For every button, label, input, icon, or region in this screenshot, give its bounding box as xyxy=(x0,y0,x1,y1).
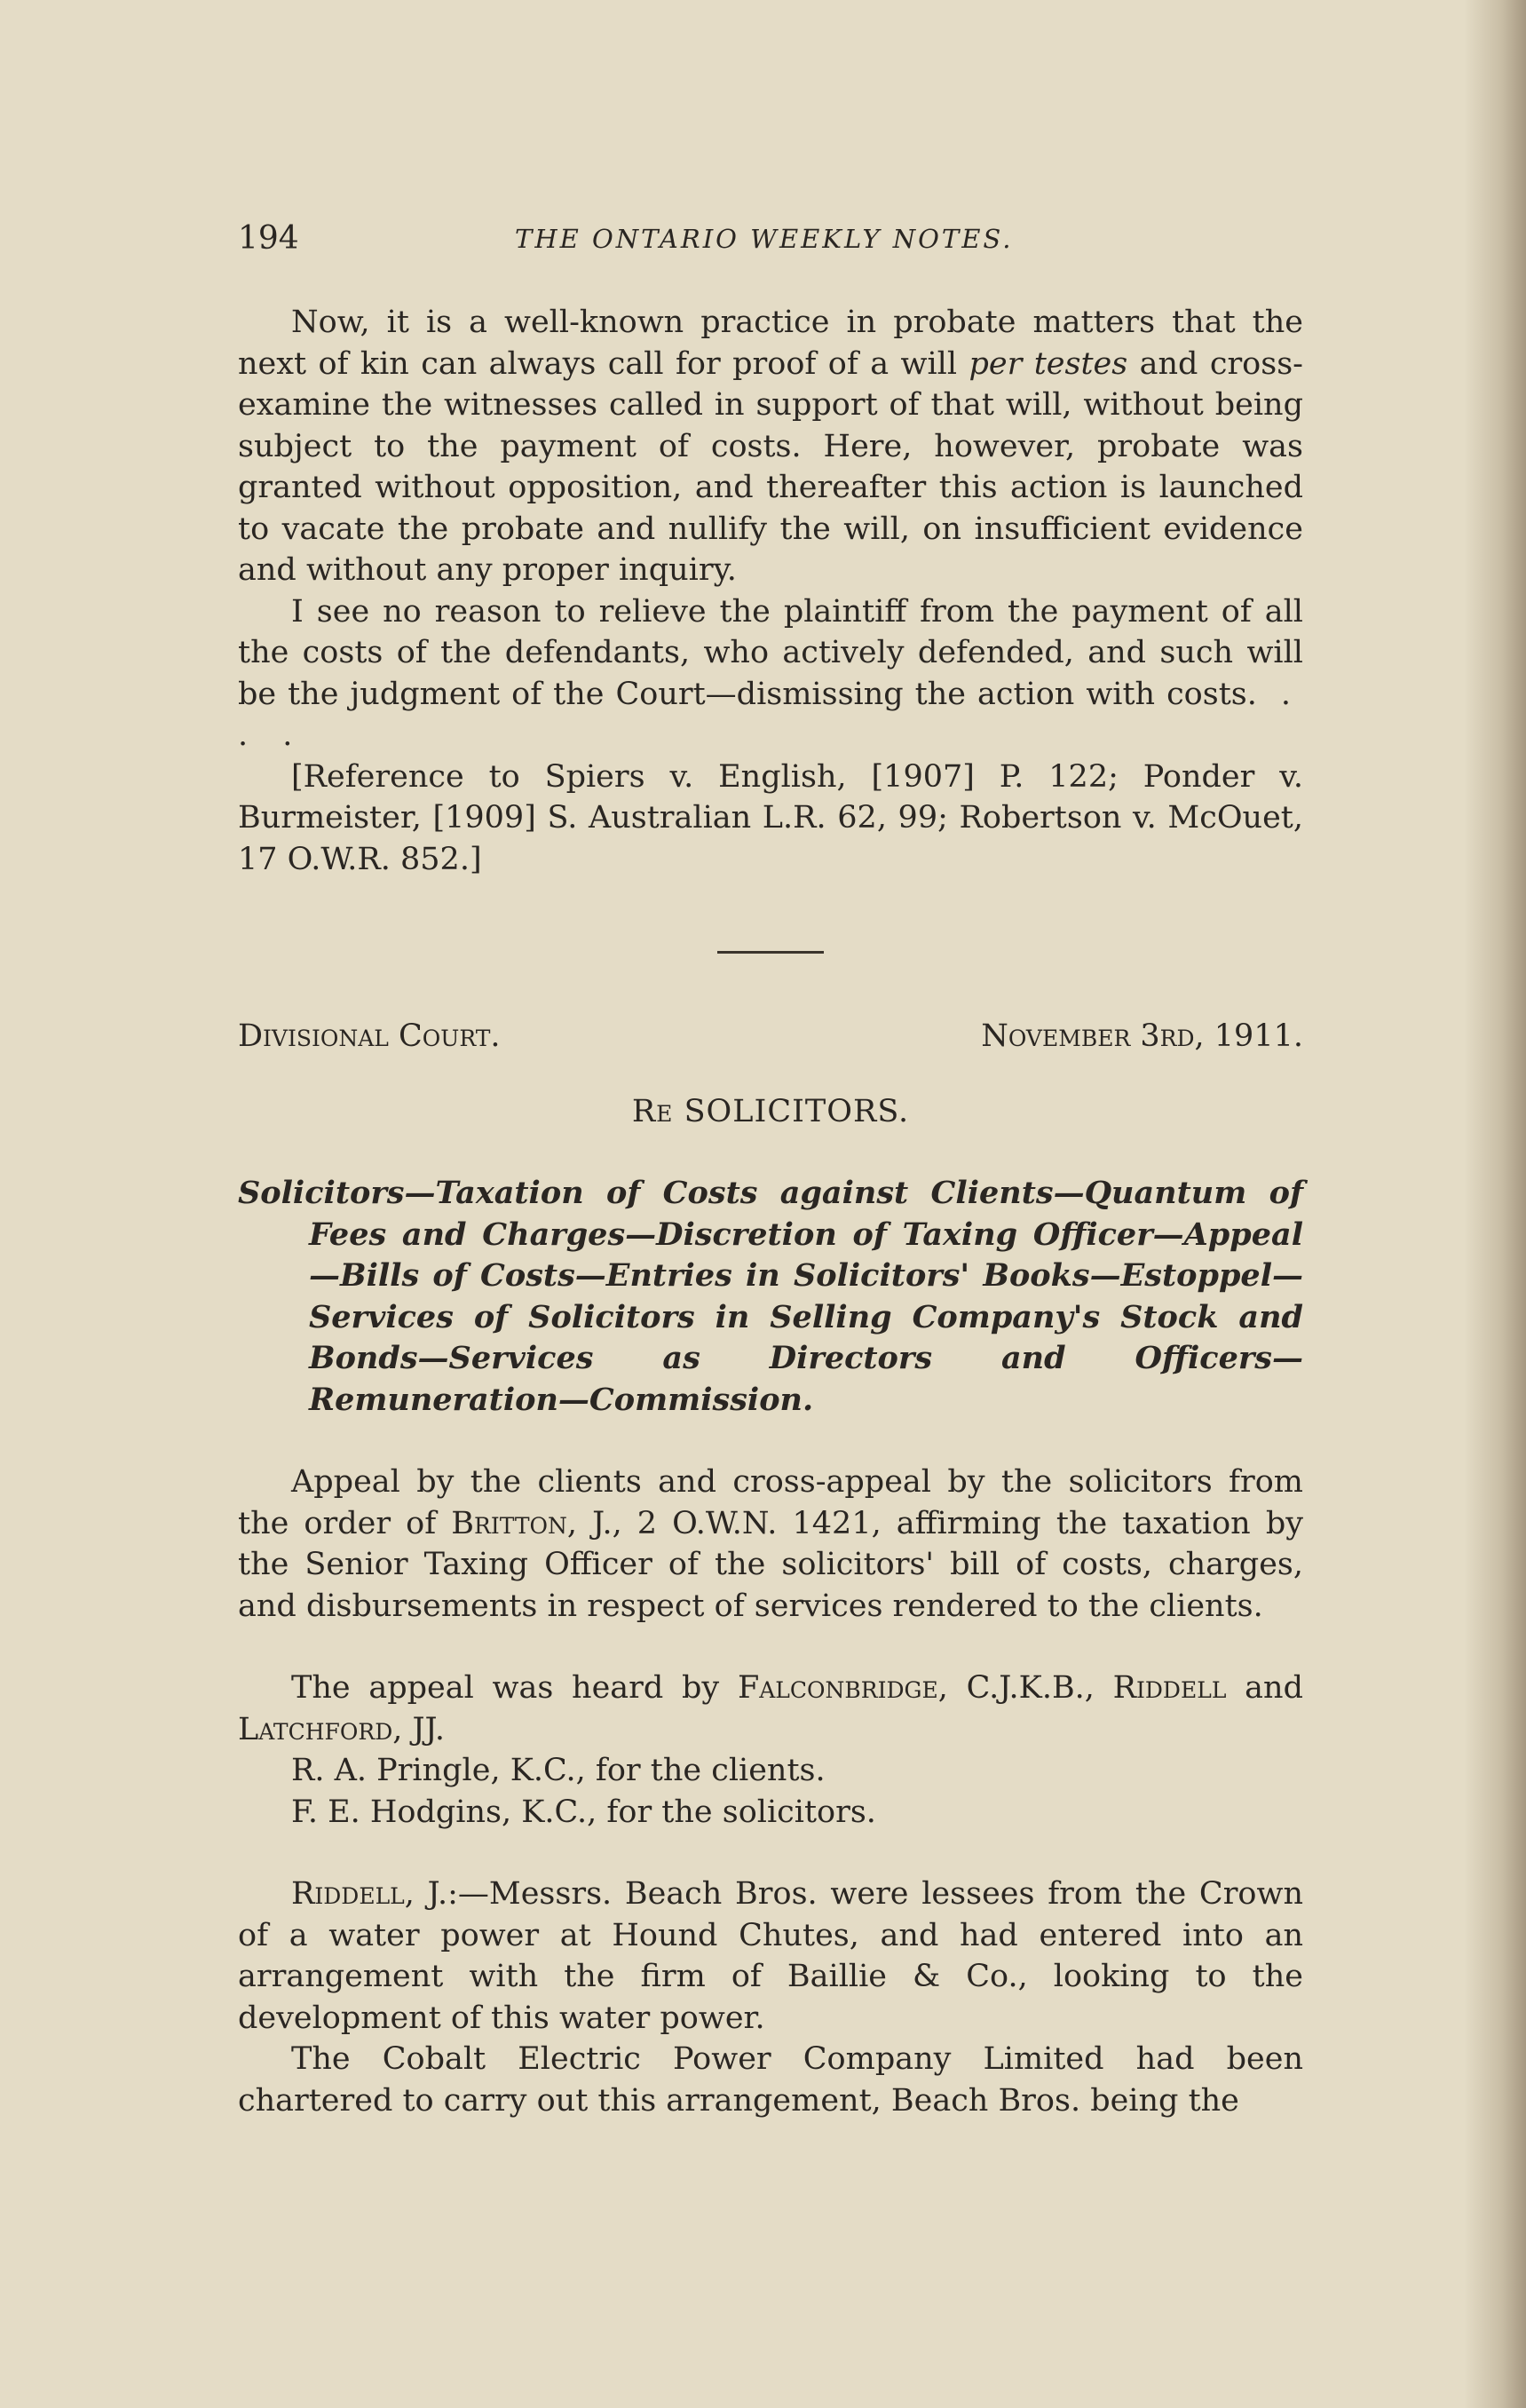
spacer xyxy=(238,1833,1303,1873)
judge-name: Britton xyxy=(451,1505,567,1541)
case-title xyxy=(238,1091,1303,1133)
paragraph-text: and cross-examine the witnesses called in support of that will, without being subject to the payment of costs. Here, however, probate was granted without opposition, and thereafter this action is launched to vacate the probate and nullify the will, on insufficient evidence and without any proper inquiry. xyxy=(238,345,1304,588)
court-name: Divisional Court. xyxy=(238,1018,501,1054)
paragraph-appeal xyxy=(238,1461,1303,1627)
italic-phrase: per testes xyxy=(969,345,1128,382)
section-divider xyxy=(717,951,824,954)
paragraph-hearing xyxy=(238,1667,1303,1750)
spacer xyxy=(238,1627,1303,1667)
case-title-main: SOLICITORS. xyxy=(684,1093,910,1129)
paragraph-text: , J., 2 O.W.N. 1421, affirming the taxation by the Senior Taxing Officer of the solicitors' bill of costs, charges, and disbursements in respect of services rendered to the clients. xyxy=(238,1505,1303,1624)
ellipsis: . . . xyxy=(238,676,1303,753)
spacer xyxy=(238,1421,1303,1461)
paragraph-judgment-opening xyxy=(238,1873,1303,2039)
page-edge-shadow xyxy=(1464,0,1526,2408)
paragraph-references: [Reference to Spiers v. English, [1907] P. 122; Ponder v. Burmeister, [1909] S. Australian L.R. 62, 99; Robertson v. McOuet, 17 O.W.R. 852.] xyxy=(238,758,1303,877)
paragraph-text: I see no reason to relieve the plaintiff from the payment of all the costs of the defendants, who actively defended, and such will be the judgment of the Court—dismissing the action with costs. xyxy=(238,593,1303,712)
page-content xyxy=(238,213,1303,2121)
counsel-clients: R. A. Pringle, K.C., for the clients. xyxy=(291,1753,826,1788)
paragraph-cobalt-company: The Cobalt Electric Power Company Limited had been chartered to carry out this arrangement, Beach Bros. being the xyxy=(238,2041,1303,2119)
decision-date: November 3rd, 1911. xyxy=(981,1018,1303,1054)
journal-title: THE ONTARIO WEEKLY NOTES. xyxy=(515,224,1014,254)
paragraph-text: Now, it is a well-known practice in probate matters that the next of kin can always call for proof of a will xyxy=(238,305,1303,382)
running-head xyxy=(238,213,1303,266)
paragraph-text: , C.J.K.B., xyxy=(937,1670,1113,1706)
headnote: Solicitors—Taxation of Costs against Clients—Quantum of Fees and Charges—Discretion of Taxing Officer—Appeal—Bills of Costs—Entries in Solicitors' Books—Estoppel—Services of Solicitors in Selling Company's Stock and Bonds—Services as Directors and Officers—Remuneration—Commission. xyxy=(238,1175,1303,1418)
court-date-line xyxy=(238,1016,1303,1057)
paragraph-text: , J.:—Messrs. Beach Bros. were lessees from the Crown of a water power at Hound Chutes, and had entered into an arrangement with the firm of Baillie & Co., looking to the development of this water power. xyxy=(238,1876,1303,2036)
paragraph-text: The appeal was heard by xyxy=(291,1670,738,1706)
judge-name: Latchford xyxy=(238,1711,393,1747)
judge-name: Falconbridge xyxy=(737,1670,938,1706)
judge-name: Riddell xyxy=(291,1876,405,1912)
paragraph-text: Appeal by the clients and cross-appeal by the solicitors from the order of xyxy=(238,1464,1303,1541)
judge-name: Riddell xyxy=(1112,1670,1227,1706)
paragraph-text: , JJ. xyxy=(392,1711,445,1747)
paragraph-costs-judgment xyxy=(238,591,1303,756)
page-number: 194 xyxy=(238,220,299,257)
case-title-prefix: Re xyxy=(631,1093,674,1129)
paragraph-probate-practice xyxy=(238,302,1303,591)
counsel-solicitors: F. E. Hodgins, K.C., for the solicitors. xyxy=(291,1794,876,1830)
paragraph-text: and xyxy=(1226,1670,1303,1706)
